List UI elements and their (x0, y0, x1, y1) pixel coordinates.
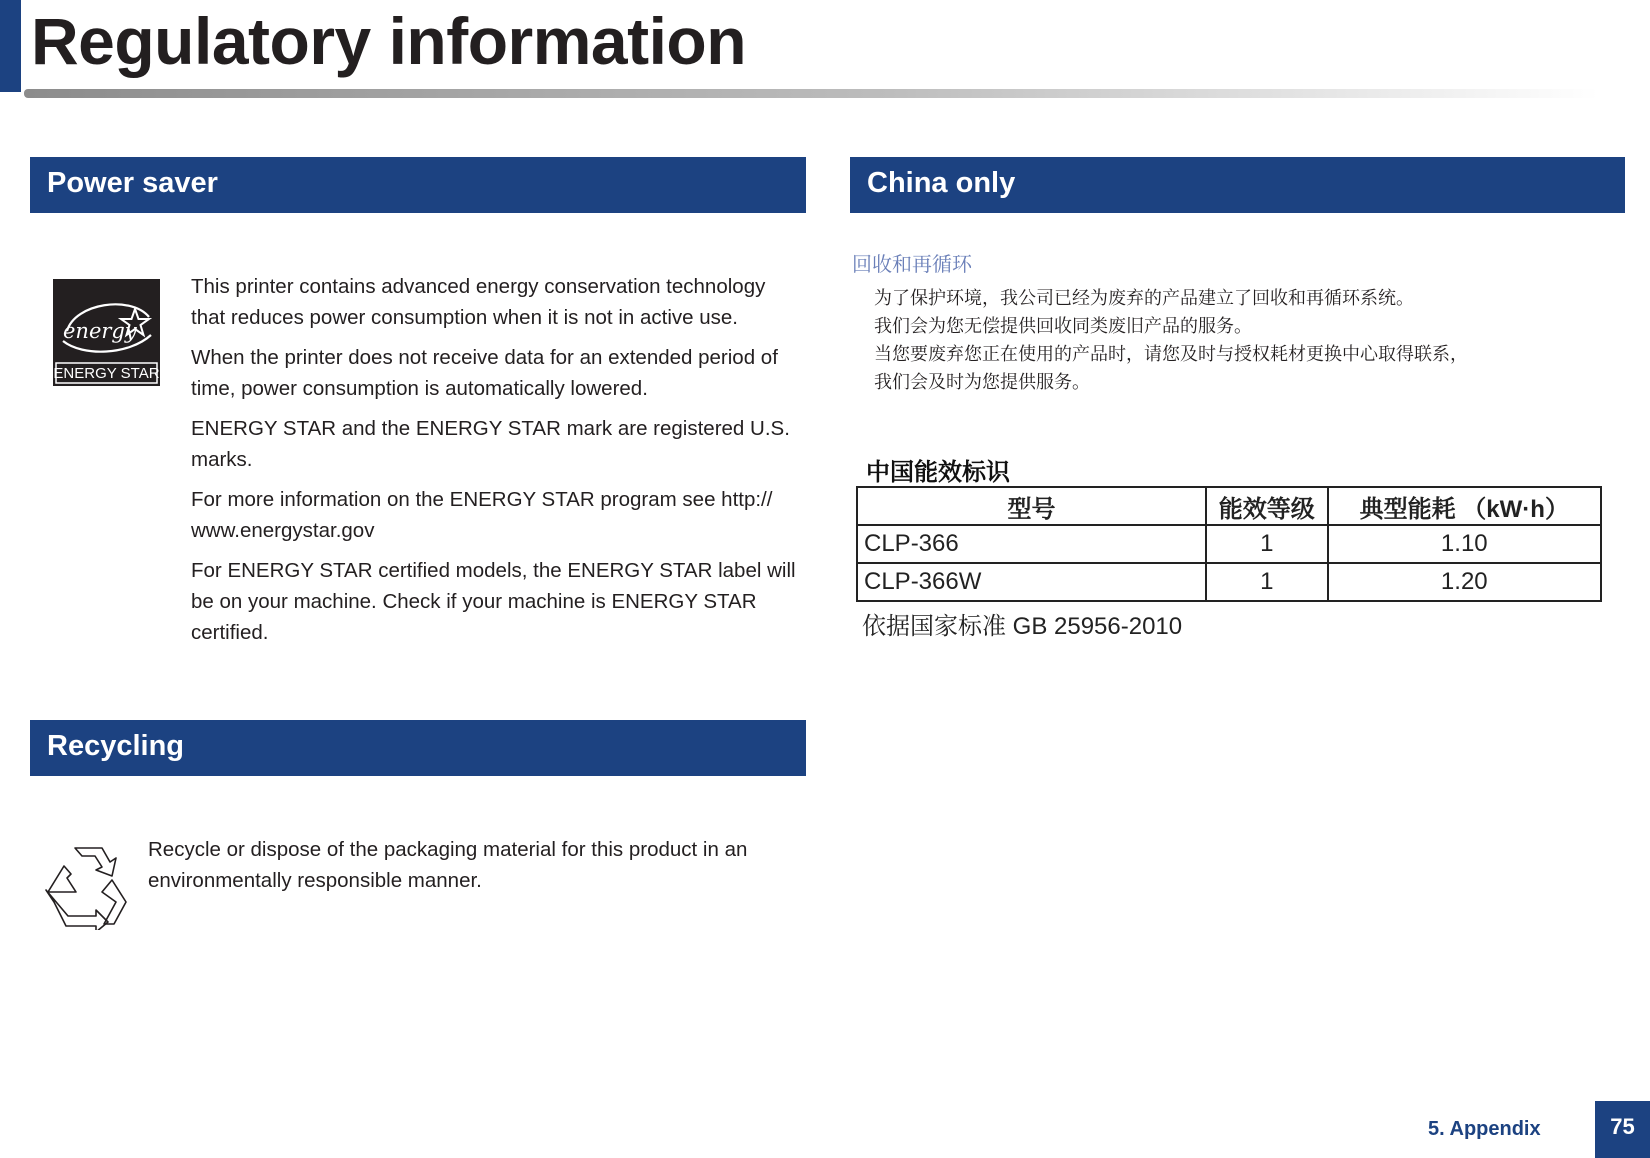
table-cell-consumption: 1.10 (1328, 525, 1601, 563)
table-header-grade: 能效等级 (1206, 487, 1328, 525)
title-divider (24, 89, 1599, 98)
recycle-cn-line: 我们会为您无偿提供回收同类废旧产品的服务。 (874, 316, 1252, 337)
power-saver-heading: Power saver (30, 157, 806, 213)
energy-efficiency-table (856, 486, 1602, 602)
recycling-heading: Recycling (30, 720, 806, 776)
power-saver-paragraph: ENERGY STAR and the ENERGY STAR mark are registered U.S. marks. (191, 417, 790, 471)
recycle-cn-heading: 回收和再循环 (852, 252, 972, 276)
page-number: 75 (1595, 1101, 1650, 1158)
recycle-cn-line: 为了保护环境，我公司已经为废弃的产品建立了回收和再循环系统。 (874, 288, 1414, 309)
energy-star-logo (53, 279, 160, 386)
recycle-cn-line: 我们会及时为您提供服务。 (874, 372, 1090, 393)
svg-text:energy: energy (63, 319, 137, 343)
recycle-cn-line: 当您要废弃您正在使用的产品时，请您及时与授权耗材更换中心取得联系， (874, 344, 1468, 365)
page-title: Regulatory information (31, 4, 747, 78)
china-only-heading: China only (850, 157, 1625, 213)
recycle-icon (40, 840, 130, 930)
energy-label-title: 中国能效标识 (866, 459, 1010, 486)
footer-section-label: 5. Appendix (1428, 1118, 1541, 1140)
table-row (857, 525, 1601, 563)
standard-note: 依据国家标准 GB 25956-2010 (862, 613, 1183, 640)
svg-text:ENERGY STAR: ENERGY STAR (53, 365, 160, 382)
table-header-model: 型号 (857, 487, 1206, 525)
table-cell-consumption: 1.20 (1328, 563, 1601, 601)
recycle-cn-text (874, 285, 1468, 397)
table-row (857, 563, 1601, 601)
power-saver-paragraph: For ENERGY STAR certified models, the ENERGY STAR label will be on your machine. Check if your machine is ENERGY STAR certified. (191, 559, 796, 644)
power-saver-paragraph: For more information on the ENERGY STAR program see http:// www.energystar.gov (191, 488, 773, 542)
table-header-consumption: 典型能耗 （kW·h） (1328, 487, 1601, 525)
recycling-text: Recycle or dispose of the packaging material for this product in an environmentally responsible manner. (148, 838, 748, 892)
power-saver-paragraph: When the printer does not receive data for an extended period of time, power consumption is automatically lowered. (191, 346, 778, 400)
table-cell-model: CLP-366W (857, 563, 1206, 601)
table-cell-model: CLP-366 (857, 525, 1206, 563)
power-saver-body (191, 271, 803, 657)
table-cell-grade: 1 (1206, 525, 1328, 563)
power-saver-paragraph: This printer contains advanced energy conservation technology that reduces power consumption when it is not in active use. (191, 275, 766, 329)
table-cell-grade: 1 (1206, 563, 1328, 601)
title-accent-bar (0, 0, 21, 92)
table-header-row (857, 487, 1601, 525)
